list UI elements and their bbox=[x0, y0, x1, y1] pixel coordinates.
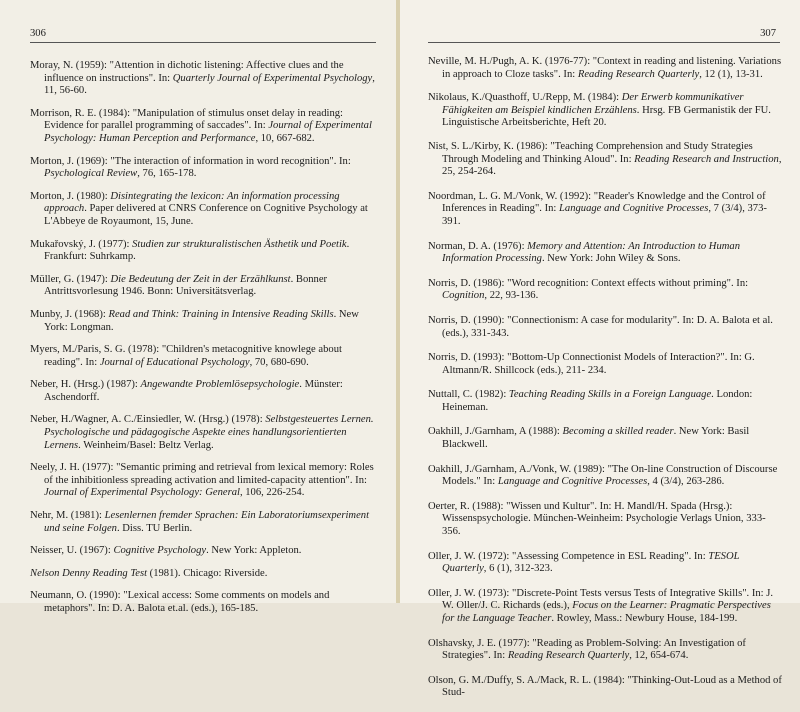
reference-title: Journal of Experimental Psychology: Human Perception and Performance bbox=[44, 120, 372, 144]
reference-text: . Weinheim/Basel: Beltz Verlag. bbox=[78, 439, 214, 451]
reference-list bbox=[30, 60, 380, 626]
reference-entry bbox=[428, 191, 784, 229]
reference-text: , 22, 93-136. bbox=[484, 290, 539, 302]
reference-text: , 25, 254-264. bbox=[442, 153, 782, 178]
reference-title: Reading Research Quarterly bbox=[507, 650, 630, 662]
page-number: 306 bbox=[30, 28, 46, 39]
reference-text: Neisser, U. (1967): bbox=[30, 545, 114, 557]
left-page bbox=[0, 0, 396, 614]
reference-text: , 10, 667-682. bbox=[255, 132, 315, 144]
reference-text: Nist, S. L./Kirby, K. (1986): "Teaching Comprehension and Study Strategies Through Modeling and Thinking Aloud". In: bbox=[428, 140, 753, 165]
reference-entry bbox=[30, 510, 380, 535]
reference-title: Memory and Attention: An Introduction to Human Information Processing bbox=[442, 240, 740, 265]
reference-title: Lesenlernen fremder Sprachen: Ein Laboratoriumsexperiment und seine Folgen bbox=[44, 510, 370, 534]
header-rule bbox=[428, 42, 780, 43]
page-number: 307 bbox=[760, 28, 776, 39]
reference-entry bbox=[30, 309, 380, 334]
reference-text: Noordman, L. G. M./Vonk, W. (1992): "Reader's Knowledge and the Control of Inferences in Reading". In: bbox=[428, 190, 766, 215]
reference-entry bbox=[30, 274, 380, 299]
reference-title: TESOL Quarterly bbox=[442, 550, 740, 575]
reference-title: Disintegrating the lexicon: An information processing approach bbox=[44, 190, 340, 215]
reference-title: Cognitive Psychology bbox=[113, 545, 207, 557]
reference-text: . Rowley, Mass.: Newbury House, 184-199. bbox=[551, 613, 738, 624]
reference-title: Journal of Experimental Psychology: General bbox=[44, 487, 240, 499]
reference-text: . Münster: Aschendorff. bbox=[44, 379, 343, 403]
reference-text: Morton, J. (1969): "The interaction of information in word recognition". In: bbox=[30, 155, 351, 167]
reference-title: Read and Think: Training in Intensive Reading Skills bbox=[108, 308, 334, 320]
reference-title: Die Bedeutung der Zeit in der Erzählkunst bbox=[110, 273, 291, 285]
reference-text: Norris, D. (1990): "Connectionism: A case for modularity". In: D. A. Balota et al. (eds.), 331-343. bbox=[428, 314, 773, 339]
reference-text: , 7 (3/4), 373-391. bbox=[442, 203, 767, 227]
reference-text: . Hrsg. FB Germanistik der FU. Linguistische Arbeitsberichte, Heft 20. bbox=[442, 104, 771, 129]
reference-entry bbox=[428, 501, 784, 539]
reference-entry bbox=[30, 379, 380, 404]
reference-title: Reading Research and Instruction bbox=[634, 153, 779, 165]
reference-entry bbox=[428, 588, 784, 626]
reference-entry bbox=[428, 426, 784, 451]
reference-text: , 12 (1), 13-31. bbox=[699, 68, 763, 80]
reference-text: Oakhill, J./Garnham, A (1988): bbox=[428, 426, 563, 438]
reference-text: . Frankfurt: Suhrkamp. bbox=[44, 238, 350, 263]
reference-title: Journal of Educational Psychology bbox=[99, 356, 250, 368]
reference-text: Olson, G. M./Duffy, S. A./Mack, R. L. (1984): "Thinking-Out-Loud as a Method of Stud- bbox=[428, 674, 782, 699]
reference-text: Neber, H. (Hrsg.) (1987): bbox=[30, 379, 141, 391]
reference-entry bbox=[30, 156, 380, 181]
reference-entry bbox=[428, 551, 784, 576]
header-rule bbox=[30, 42, 376, 43]
reference-title: Studien zur strukturalistischen Ästhetik und Poetik bbox=[132, 238, 347, 250]
reference-text: . New York: Basil Blackwell. bbox=[442, 426, 750, 451]
reference-entry bbox=[30, 414, 380, 452]
reference-title: Focus on the Learner: Pragmatic Perspectives for the Language Teacher bbox=[442, 600, 771, 624]
reference-entry bbox=[428, 315, 784, 340]
reference-title: Der Erwerb kommunikativer Fähigkeiten am Beispiel kindlichen Erzählens bbox=[442, 92, 744, 116]
reference-text: Neber, H./Wagner, A. C./Einsiedler, W. (Hrsg.) (1978): bbox=[30, 414, 266, 426]
reference-title: Angewandte Problemlösepsychologie bbox=[140, 379, 300, 391]
reference-entry bbox=[30, 462, 380, 500]
reference-entry bbox=[30, 590, 380, 615]
reference-text: Nehr, M. (1981): bbox=[30, 510, 105, 522]
reference-title: Psychological Review bbox=[44, 168, 138, 180]
reference-text: Neely, J. H. (1977): "Semantic priming and retrieval from lexical memory: Roles of the inhibitionless spreading activation and limited-capacity attention". In: bbox=[30, 462, 374, 486]
reference-text: Munby, J. (1968): bbox=[30, 308, 109, 320]
reference-text: Neville, M. H./Pugh, A. K. (1976-77): "Context in reading and listening. Variations in approach to Cloze tasks". In: bbox=[428, 56, 782, 80]
reference-entry bbox=[30, 239, 380, 264]
reference-text: Nuttall, C. (1982): bbox=[428, 389, 509, 401]
reference-entry bbox=[428, 141, 784, 179]
reference-entry bbox=[30, 191, 380, 229]
reference-entry bbox=[30, 108, 380, 146]
reference-title: Becoming a skilled reader bbox=[562, 426, 674, 438]
reference-title: Language and Cognitive Processes bbox=[559, 203, 709, 215]
reference-text: . New York: Longman. bbox=[44, 308, 359, 333]
reference-text: Oller, J. W. (1972): "Assessing Competence in ESL Reading". In: bbox=[428, 550, 709, 562]
reference-text: Morton, J. (1980): bbox=[30, 190, 111, 202]
reference-entry bbox=[428, 352, 784, 377]
reference-text: . London: Heineman. bbox=[442, 389, 753, 413]
reference-entry bbox=[428, 638, 784, 663]
reference-entry bbox=[428, 56, 784, 81]
reference-entry bbox=[428, 278, 784, 303]
reference-title: Reading Research Quarterly bbox=[577, 68, 700, 80]
reference-title: Nelson Denny Reading Test bbox=[30, 567, 148, 579]
reference-text: Nikolaus, K./Quasthoff, U./Repp, M. (1984): bbox=[428, 92, 622, 104]
reference-title: Quarterly Journal of Experimental Psychology bbox=[172, 72, 373, 84]
reference-entry bbox=[30, 568, 380, 581]
reference-title: Selbstgesteuertes Lernen. Psychologische und pädagogische Aspekte eines handlungsorientierten Lernens bbox=[44, 414, 374, 451]
reference-entry bbox=[428, 241, 784, 266]
reference-text: , 106, 226-254. bbox=[239, 487, 305, 499]
reference-entry bbox=[30, 545, 380, 558]
reference-entry bbox=[428, 675, 784, 700]
reference-entry bbox=[428, 92, 784, 130]
reference-text: . Diss. TU Berlin. bbox=[116, 522, 193, 534]
reference-text: Norris, D. (1986): "Word recognition: Context effects without priming". In: bbox=[428, 277, 749, 289]
reference-text: Norman, D. A. (1976): bbox=[428, 240, 528, 252]
reference-text: . Bonner Antrittsvorlesung 1946. Bonn: Universitätsverlag. bbox=[44, 273, 328, 298]
reference-entry bbox=[428, 464, 784, 489]
reference-text: Oller, J. W. (1973): "Discrete-Point Tests versus Tests of Integrative Skills". In: J. W. Oller/J. C. Richards (eds.), bbox=[428, 587, 774, 612]
reference-text: Moray, N. (1959): "Attention in dichotic listening: Affective clues and the influence on instructions". In: bbox=[30, 60, 344, 84]
reference-text: . New York: Appleton. bbox=[206, 545, 302, 557]
reference-text: Oerter, R. (1988): "Wissen und Kultur". In: H. Mandl/H. Spada (Hrsg.): Wissenspsychologie. München-Weinheim: Psychologie Verlags Union, 333-356. bbox=[428, 500, 766, 538]
reference-text: Morrison, R. E. (1984): "Manipulation of stimulus onset delay in reading: Evidence for parallel programming of saccades". In: bbox=[30, 107, 343, 132]
reference-text: , 12, 654-674. bbox=[629, 650, 689, 662]
reference-entry bbox=[30, 60, 380, 98]
reference-text: Myers, M./Paris, S. G. (1978): "Children's metacognitive knowlege about reading". In: bbox=[30, 344, 342, 368]
reference-entry bbox=[428, 389, 784, 414]
reference-text: Oakhill, J./Garnham, A./Vonk, W. (1989): "The On-line Construction of Discourse Models." In: bbox=[428, 463, 778, 488]
reference-entry bbox=[30, 344, 380, 369]
reference-text: Norris, D. (1993): "Bottom-Up Connectionist Models of Interaction?". In: G. Altmann/R. Shillcock (eds.), 211- 234. bbox=[428, 352, 755, 376]
reference-list bbox=[428, 56, 784, 712]
reference-text: , 6 (1), 312-323. bbox=[483, 563, 553, 575]
reference-title: Teaching Reading Skills in a Foreign Language bbox=[508, 389, 712, 401]
reference-text: Müller, G. (1947): bbox=[30, 273, 111, 285]
reference-text: , 70, 680-690. bbox=[249, 356, 309, 368]
reference-text: , 11, 56-60. bbox=[44, 72, 375, 97]
reference-text: . Paper delivered at CNRS Conference on Cognitive Psychology at L'Abbeye de Royaumont, 15, June. bbox=[44, 203, 368, 227]
right-page bbox=[400, 0, 800, 699]
reference-text: Olshavsky, J. E. (1977): "Reading as Problem-Solving: An Investigation of Strategies". In: bbox=[428, 637, 746, 662]
reference-text: Mukařovský, J. (1977): bbox=[30, 238, 133, 250]
reference-text: , 4 (3/4), 263-286. bbox=[647, 476, 725, 488]
reference-title: Cognition bbox=[442, 290, 485, 302]
reference-text: . New York: John Wiley & Sons. bbox=[541, 253, 681, 265]
reference-text: (1981). Chicago: Riverside. bbox=[147, 567, 268, 579]
reference-text: Neumann, O. (1990): "Lexical access: Some comments on models and metaphors". In: D. A. Balota et.al. (eds.), 165-185. bbox=[30, 590, 330, 614]
reference-text: , 76, 165-178. bbox=[137, 168, 197, 180]
reference-title: Language and Cognitive Processes bbox=[497, 476, 648, 488]
